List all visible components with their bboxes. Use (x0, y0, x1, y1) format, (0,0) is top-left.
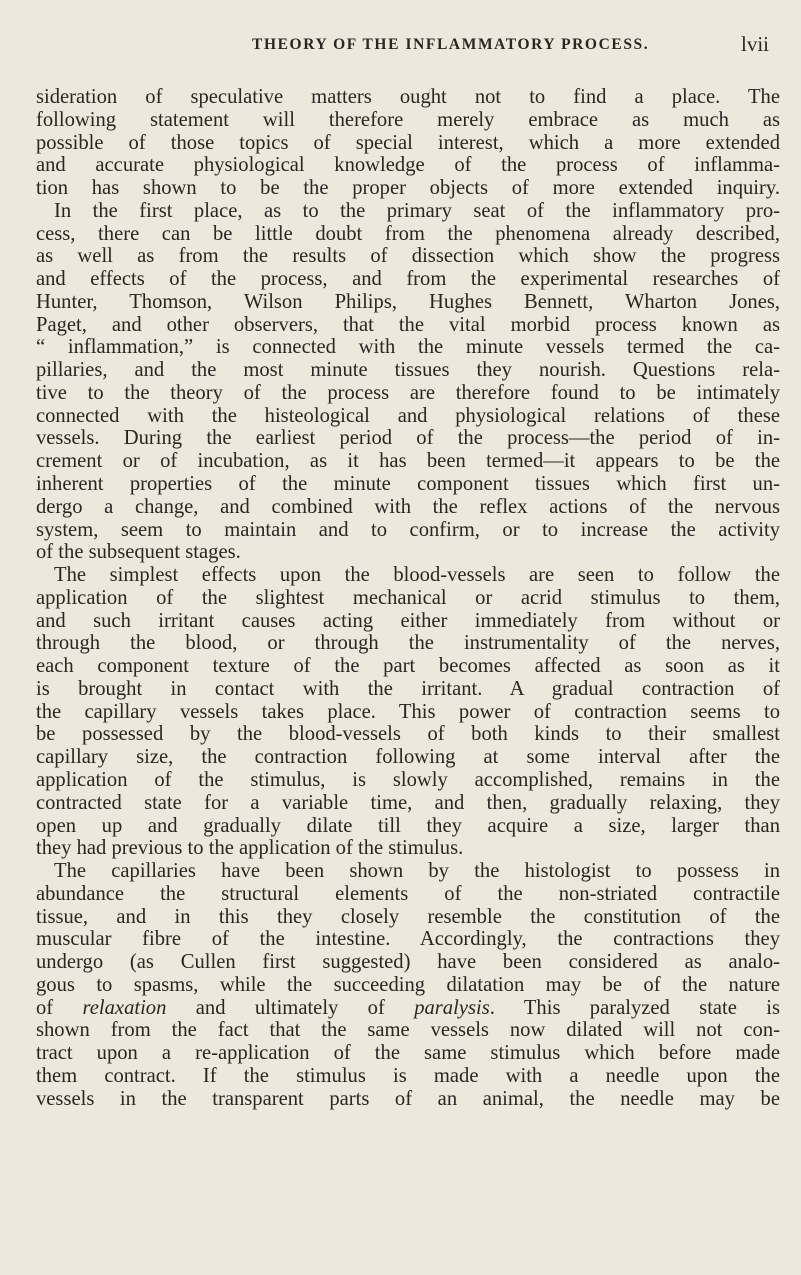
text-line: of the subsequent stages. (36, 541, 241, 564)
text-line: In the first place, as to the primary seat of the inflammatory pro- (54, 199, 780, 222)
text-line: tion has shown to be the proper objects of more extended inquiry. (36, 177, 780, 200)
text-line: be possessed by the blood-vessels of both kinds to their smallest (36, 723, 780, 746)
text-line: of relaxation and ultimately of paralysis. This paralyzed state is (36, 996, 780, 1019)
text-line: possible of those topics of special interest, which a more extended (36, 131, 780, 154)
running-title: THEORY OF THE INFLAMMATORY PROCESS. (252, 36, 650, 53)
text-line: system, seem to maintain and to confirm, or to increase the activity (36, 518, 780, 541)
text-line: as well as from the results of dissection which show the progress (36, 245, 780, 268)
text-line: inherent properties of the minute component tissues which first un- (36, 473, 780, 496)
text-line: The capillaries have been shown by the histologist to possess in (54, 860, 780, 883)
body-text (36, 86, 780, 1110)
text-line: tive to the theory of the process are therefore found to be intimately (36, 381, 780, 404)
text-line: capillary size, the contraction following at some interval after the (36, 746, 780, 769)
text-line: cess, there can be little doubt from the phenomena already described, (36, 222, 780, 245)
text-line: dergo a change, and combined with the reflex actions of the nervous (36, 495, 780, 518)
text-line: Paget, and other observers, that the vital morbid process known as (36, 313, 780, 336)
text-line: the capillary vessels takes place. This power of contraction seems to (36, 700, 780, 723)
text-line: sideration of speculative matters ought not to find a place. The (36, 86, 780, 108)
text-line: and effects of the process, and from the experimental researches of (36, 268, 780, 291)
text-line: The simplest effects upon the blood-vessels are seen to follow the (54, 564, 780, 587)
text-line: following statement will therefore merely embrace as much as (36, 108, 780, 131)
text-line: contracted state for a variable time, and then, gradually relaxing, they (36, 791, 780, 814)
running-head (0, 32, 801, 62)
text-line: Hunter, Thomson, Wilson Philips, Hughes Bennett, Wharton Jones, (36, 290, 780, 313)
text-line: they had previous to the application of the stimulus. (36, 837, 464, 860)
text-line: and accurate physiological knowledge of the process of inflamma- (36, 154, 780, 177)
text-line: tract upon a re-application of the same stimulus which before made (36, 1042, 780, 1065)
page-number: lvii (741, 32, 770, 56)
text-line: and such irritant causes acting either immediately from without or (36, 609, 780, 632)
text-line: muscular fibre of the intestine. Accordingly, the contractions they (36, 928, 780, 951)
text-line: shown from the fact that the same vessels now dilated will not con- (36, 1019, 780, 1042)
text-line: application of the slightest mechanical or acrid stimulus to them, (36, 586, 780, 609)
text-line: each component texture of the part becomes affected as soon as it (36, 655, 780, 678)
text-line: abundance the structural elements of the non-striated contractile (36, 882, 780, 905)
text-line: pillaries, and the most minute tissues they nourish. Questions rela- (36, 359, 780, 382)
text-line: gous to spasms, while the succeeding dilatation may be of the nature (36, 973, 780, 996)
text-line: undergo (as Cullen first suggested) have been considered as analo- (36, 951, 780, 974)
text-line: tissue, and in this they closely resemble the constitution of the (36, 905, 780, 928)
text-line: crement or of incubation, as it has been termed—it appears to be the (36, 450, 780, 473)
text-line: through the blood, or through the instrumentality of the nerves, (36, 632, 780, 655)
text-line: open up and gradually dilate till they acquire a size, larger than (36, 814, 780, 837)
text-line: “ inflammation,” is connected with the minute vessels termed the ca- (36, 336, 780, 359)
text-line: vessels. During the earliest period of the process—the period of in- (36, 427, 780, 450)
text-line: them contract. If the stimulus is made with a needle upon the (36, 1064, 780, 1087)
text-line: vessels in the transparent parts of an animal, the needle may be (36, 1087, 780, 1110)
text-line: application of the stimulus, is slowly accomplished, remains in the (36, 768, 780, 791)
text-line: connected with the histeological and physiological relations of these (36, 404, 780, 427)
text-line: is brought in contact with the irritant. A gradual contraction of (36, 677, 780, 700)
